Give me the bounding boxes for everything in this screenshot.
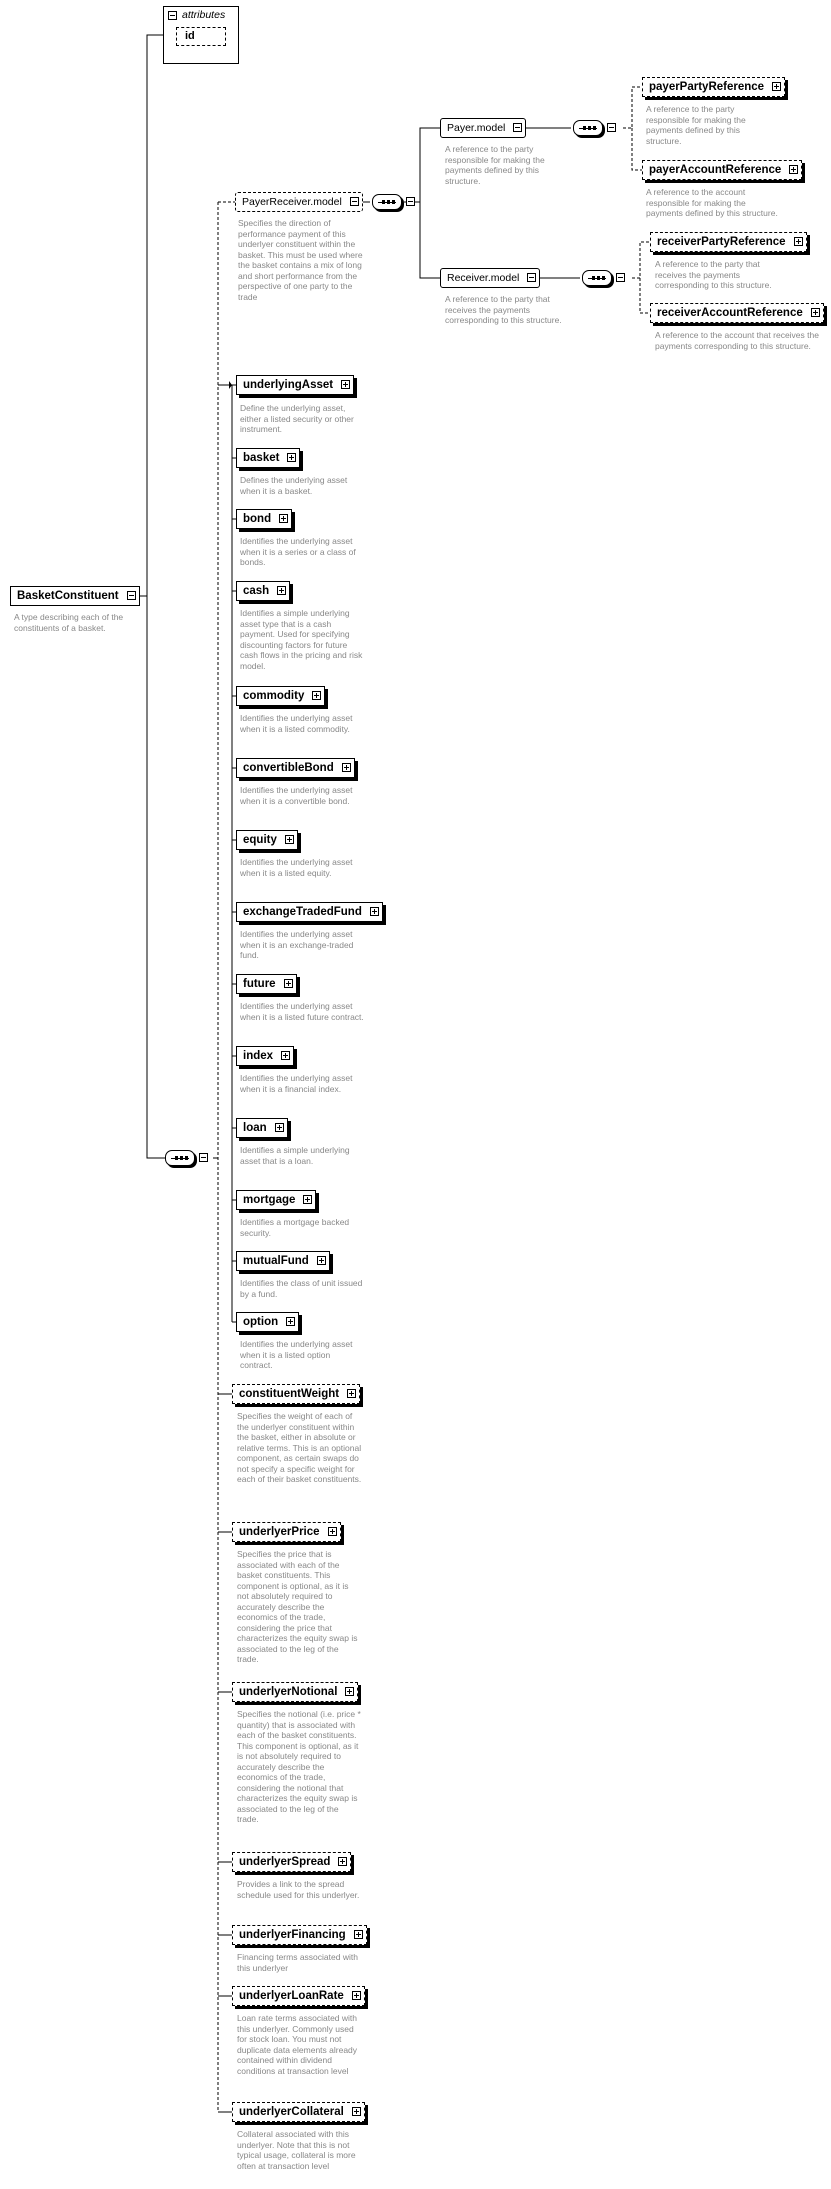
choice-basket[interactable]: [236, 448, 300, 468]
element-description: Identifies the underlying asset when it is a convertible bond.: [240, 785, 353, 806]
root-element[interactable]: [10, 586, 140, 606]
element-description: Collateral associated with this underlyer. Note that this is not typical usage, collateral is more often at transaction level: [237, 2129, 356, 2171]
payer-receiver-group[interactable]: [235, 192, 363, 212]
choice-commodity[interactable]: [236, 686, 325, 706]
element-label: future: [243, 978, 276, 990]
element-label: mortgage: [243, 1194, 296, 1206]
element-description: Specifies the price that is associated with each of the basket constituents. This component is optional, as it is not absolutely required to accurately describe the economics of the trade, considering the price that characterizes the equity swap is associated to the leg of the trade.: [237, 1549, 358, 1664]
payer-receiver-description: Specifies the direction of performance payment of this underlyer constituent within the basket. This must be used where the basket contains a mix of long and short performance from the perspective of one party to the trade: [238, 218, 363, 302]
element-description: Identifies the underlying asset when it is a listed option contract.: [240, 1339, 353, 1370]
expand-plus-icon[interactable]: [287, 453, 296, 462]
attributes-title: attributes: [182, 9, 226, 21]
optional-underlyerFinancing[interactable]: [232, 1925, 367, 1945]
choice-mutualFund[interactable]: [236, 1251, 330, 1271]
element-description: Financing terms associated with this underlyer: [237, 1952, 358, 1973]
expand-plus-icon[interactable]: [342, 763, 351, 772]
element-label: underlyerPrice: [239, 1526, 320, 1538]
collapse-toggle-icon[interactable]: [350, 197, 359, 206]
receiver-model-description: A reference to the party that receives the payments corresponding to this structure.: [445, 294, 562, 325]
choice-loan[interactable]: [236, 1118, 288, 1138]
choice-underlyingAsset[interactable]: [236, 375, 354, 395]
sequence-compositor[interactable]: [165, 1150, 195, 1166]
choice-cash[interactable]: [236, 581, 290, 601]
collapse-toggle-icon[interactable]: [616, 273, 625, 282]
element-description: Provides a link to the spread schedule used for this underlyer.: [237, 1879, 360, 1900]
element-description: Loan rate terms associated with this underlyer. Commonly used for stock loan. You must not duplicate data elements already contained within dividend conditions at transaction level: [237, 2013, 358, 2076]
receiver-sequence[interactable]: [582, 270, 612, 286]
receiver-account-reference-label: receiverAccountReference: [657, 307, 803, 319]
root-description: A type describing each of the constituents of a basket.: [14, 612, 124, 633]
element-description: Identifies a simple underlying asset that is a loan.: [240, 1145, 350, 1166]
element-label: basket: [243, 452, 280, 464]
element-label: convertibleBond: [243, 762, 334, 774]
choice-future[interactable]: [236, 974, 297, 994]
receiver-party-reference-description: A reference to the party that receives the payments corresponding to this structure.: [655, 259, 772, 290]
collapse-toggle-icon[interactable]: [513, 123, 522, 132]
collapse-toggle-icon[interactable]: [607, 123, 616, 132]
choice-convertibleBond[interactable]: [236, 758, 355, 778]
expand-plus-icon[interactable]: [794, 237, 803, 246]
expand-plus-icon[interactable]: [354, 1930, 363, 1939]
optional-constituentWeight[interactable]: [232, 1384, 360, 1404]
element-description: Identifies a simple underlying asset type that is a cash payment. Used for specifying discounting factors for future cash flows in the pricing and risk model.: [240, 608, 363, 671]
collapse-toggle-icon[interactable]: [199, 1153, 208, 1162]
receiver-party-reference[interactable]: [650, 232, 807, 252]
payer-receiver-label: PayerReceiver.model: [242, 196, 342, 208]
choice-bond[interactable]: [236, 509, 292, 529]
expand-plus-icon[interactable]: [328, 1527, 337, 1536]
element-description: Defines the underlying asset when it is a basket.: [240, 475, 348, 496]
expand-plus-icon[interactable]: [347, 1389, 356, 1398]
element-label: loan: [243, 1122, 267, 1134]
element-label: underlyerLoanRate: [239, 1990, 344, 2002]
choice-mortgage[interactable]: [236, 1190, 316, 1210]
element-label: underlyerCollateral: [239, 2106, 344, 2118]
choice-exchangeTradedFund[interactable]: [236, 902, 383, 922]
expand-plus-icon[interactable]: [341, 380, 350, 389]
element-label: underlyerNotional: [239, 1686, 338, 1698]
element-description: Identifies the underlying asset when it is an exchange-traded fund.: [240, 929, 354, 960]
element-label: underlyingAsset: [243, 379, 334, 391]
collapse-toggle-icon[interactable]: [127, 591, 136, 600]
payer-receiver-sequence[interactable]: [372, 194, 402, 210]
receiver-model-label: Receiver.model: [447, 272, 520, 284]
collapse-toggle-icon[interactable]: [527, 273, 536, 282]
expand-plus-icon[interactable]: [370, 907, 379, 916]
receiver-model-group[interactable]: [440, 268, 540, 288]
element-label: bond: [243, 513, 272, 525]
expand-plus-icon[interactable]: [352, 2107, 361, 2116]
receiver-account-reference-description: A reference to the account that receives the payments corresponding to this structure.: [655, 330, 819, 351]
expand-plus-icon[interactable]: [338, 1857, 347, 1866]
element-label: underlyerFinancing: [239, 1929, 346, 1941]
expand-plus-icon[interactable]: [277, 586, 286, 595]
element-description: Identifies the underlying asset when it is a series or a class of bonds.: [240, 536, 356, 567]
element-description: Identifies the underlying asset when it is a listed commodity.: [240, 713, 353, 734]
expand-plus-icon[interactable]: [352, 1991, 361, 2000]
element-label: cash: [243, 585, 270, 597]
expand-plus-icon[interactable]: [312, 691, 321, 700]
optional-underlyerNotional[interactable]: [232, 1682, 358, 1702]
receiver-account-reference[interactable]: [650, 303, 824, 323]
choice-option[interactable]: [236, 1312, 299, 1332]
payer-party-reference-label: payerPartyReference: [649, 81, 765, 93]
payer-sequence[interactable]: [573, 120, 603, 136]
attribute-id[interactable]: id: [176, 27, 226, 46]
expand-plus-icon[interactable]: [789, 165, 798, 174]
expand-plus-icon[interactable]: [345, 1687, 354, 1696]
payer-party-reference[interactable]: [642, 77, 785, 97]
element-description: Identifies the class of unit issued by a fund.: [240, 1278, 363, 1299]
element-description: Define the underlying asset, either a listed security or other instrument.: [240, 403, 354, 434]
optional-underlyerCollateral[interactable]: [232, 2102, 365, 2122]
payer-model-description: A reference to the party responsible for making the payments defined by this structure.: [445, 144, 545, 186]
expand-plus-icon[interactable]: [279, 514, 288, 523]
choice-equity[interactable]: [236, 830, 298, 850]
choice-index[interactable]: [236, 1046, 294, 1066]
optional-underlyerSpread[interactable]: [232, 1852, 351, 1872]
attributes-group: [163, 6, 239, 64]
element-description: Identifies the underlying asset when it is a financial index.: [240, 1073, 353, 1094]
payer-party-reference-description: A reference to the party responsible for making the payments defined by this structure.: [646, 104, 746, 146]
expand-plus-icon[interactable]: [285, 835, 294, 844]
payer-account-reference-description: A reference to the account responsible for making the payments defined by this structure.: [646, 187, 778, 218]
expand-plus-icon[interactable]: [275, 1123, 284, 1132]
element-label: mutualFund: [243, 1255, 309, 1267]
expand-plus-icon[interactable]: [811, 308, 820, 317]
element-label: equity: [243, 834, 277, 846]
element-description: Specifies the weight of each of the underlyer constituent within the basket, either in absolute or relative terms. This is an optional component, as certain swaps do not specify a specific weight for each of their basket constituents.: [237, 1411, 362, 1484]
payer-model-label: Payer.model: [447, 122, 506, 134]
expand-plus-icon[interactable]: [281, 1051, 290, 1060]
collapse-toggle-icon[interactable]: [168, 11, 177, 20]
element-label: index: [243, 1050, 274, 1062]
element-description: Identifies the underlying asset when it is a listed equity.: [240, 857, 353, 878]
collapse-toggle-icon[interactable]: [406, 197, 415, 206]
element-label: option: [243, 1316, 279, 1328]
expand-plus-icon[interactable]: [286, 1317, 295, 1326]
optional-underlyerPrice[interactable]: [232, 1522, 341, 1542]
expand-plus-icon[interactable]: [303, 1195, 312, 1204]
optional-underlyerLoanRate[interactable]: [232, 1986, 365, 2006]
element-label: commodity: [243, 690, 305, 702]
element-description: Identifies a mortgage backed security.: [240, 1217, 350, 1238]
element-label: underlyerSpread: [239, 1856, 331, 1868]
payer-model-group[interactable]: [440, 118, 526, 138]
element-description: Identifies the underlying asset when it is a listed future contract.: [240, 1001, 364, 1022]
receiver-party-reference-label: receiverPartyReference: [657, 236, 786, 248]
element-label: exchangeTradedFund: [243, 906, 362, 918]
element-description: Specifies the notional (i.e. price * quantity) that is associated with each of the basket constituents. This component is optional, as it is not absolutely required to accurately describe the economics of the trade, considering the notional that characterizes the equity swap is associated to the leg of the trade.: [237, 1709, 361, 1824]
element-label: constituentWeight: [239, 1388, 340, 1400]
payer-account-reference[interactable]: [642, 160, 802, 180]
payer-account-reference-label: payerAccountReference: [649, 164, 782, 176]
expand-plus-icon[interactable]: [772, 82, 781, 91]
root-label: BasketConstituent: [17, 590, 119, 602]
expand-plus-icon[interactable]: [317, 1256, 326, 1265]
expand-plus-icon[interactable]: [284, 979, 293, 988]
